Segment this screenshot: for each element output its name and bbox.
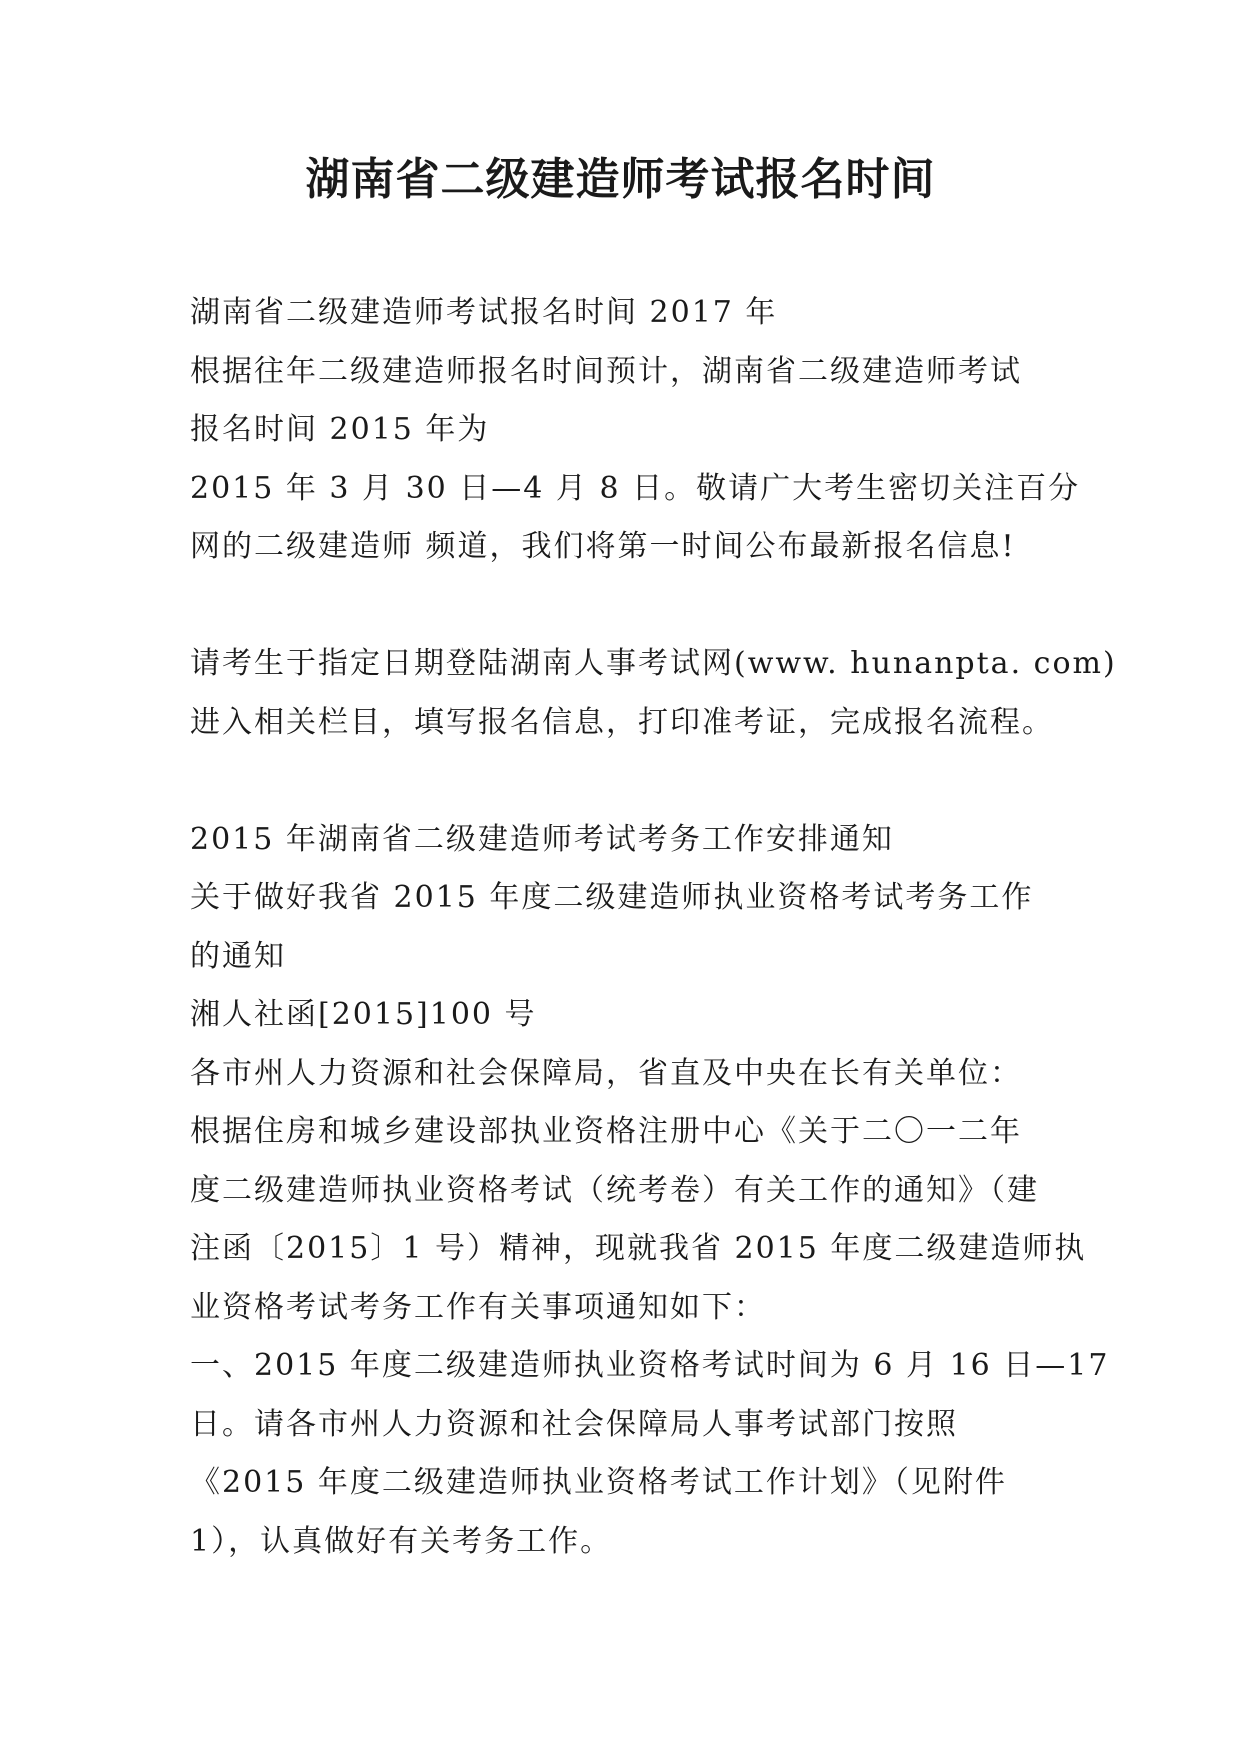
paragraph-line: 《2015 年度二级建造师执业资格考试工作计划》（见附件 xyxy=(190,1465,1007,1500)
paragraph-line: 2015 年湖南省二级建造师考试考务工作安排通知 xyxy=(190,821,894,857)
paragraph-line: 日。请各市州人力资源和社会保障局人事考试部门按照 xyxy=(190,1406,958,1442)
paragraph-line: 2015 年 3 月 30 日—4 月 8 日。敬请广大考生密切关注百分 xyxy=(190,470,1081,506)
paragraph-line: 的通知 xyxy=(190,938,286,974)
document-title: 湖南省二级建造师考试报名时间 xyxy=(305,154,936,205)
paragraph-line: 关于做好我省 2015 年度二级建造师执业资格考试考务工作 xyxy=(190,880,1034,915)
paragraph-line: 1），认真做好有关考务工作。 xyxy=(190,1523,613,1559)
paragraph-line: 请考生于指定日期登陆湖南人事考试网(www. hunanpta. com) xyxy=(190,646,1117,681)
paragraph-line: 湘人社函[2015]100 号 xyxy=(190,997,537,1032)
document-body xyxy=(190,284,1117,1571)
paragraph-line: 一、2015 年度二级建造师执业资格考试时间为 6 月 16 日—17 xyxy=(190,1348,1110,1383)
paragraph-line: 业资格考试考务工作有关事项通知如下： xyxy=(190,1289,766,1325)
paragraph-line: 度二级建造师执业资格考试（统考卷）有关工作的通知》（建 xyxy=(190,1172,1039,1208)
paragraph-gap xyxy=(190,752,1070,811)
paragraph-line: 根据往年二级建造师报名时间预计，湖南省二级建造师考试 xyxy=(190,353,1022,389)
paragraph-line: 根据住房和城乡建设部执业资格注册中心《关于二〇一二年 xyxy=(190,1114,1022,1149)
paragraph-line: 注函〔2015〕1 号）精神，现就我省 2015 年度二级建造师执 xyxy=(190,1231,1087,1266)
paragraph-line: 湖南省二级建造师考试报名时间 2017 年 xyxy=(190,295,778,330)
paragraph-line: 报名时间 2015 年为 xyxy=(190,412,490,447)
paragraph-line: 进入相关栏目，填写报名信息，打印准考证，完成报名流程。 xyxy=(190,704,1054,740)
paragraph-line: 各市州人力资源和社会保障局，省直及中央在长有关单位： xyxy=(190,1055,1022,1091)
paragraph-gap xyxy=(190,577,1070,636)
paragraph-line: 网的二级建造师 频道，我们将第一时间公布最新报名信息! xyxy=(190,529,1016,564)
